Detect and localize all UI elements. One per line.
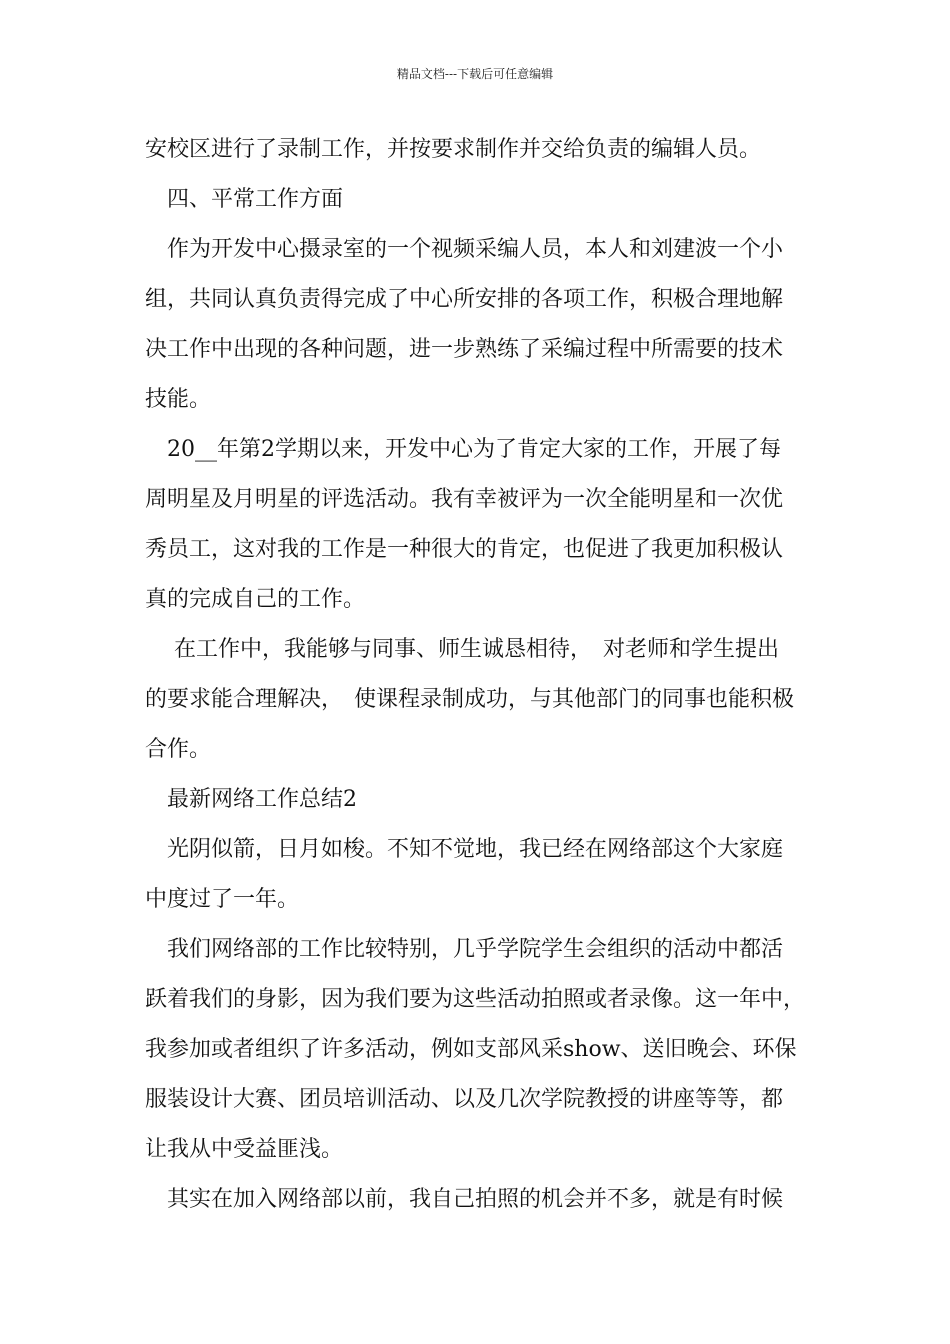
- page-header: 精品文档---下载后可任意编辑: [396, 67, 554, 81]
- text-line: 技能。: [145, 387, 212, 412]
- text-line: 安校区进行了录制工作，并按要求制作并交给负责的编辑人员。: [145, 137, 762, 162]
- text-line: 我参加或者组织了许多活动，例如支部风采show、送旧晚会、环保: [145, 1037, 797, 1062]
- text-line: 跃着我们的身影，因为我们要为这些活动拍照或者录像。这一年中，: [145, 987, 806, 1012]
- text-line: 在工作中，我能够与同事、师生诚恳相待， 对老师和学生提出: [145, 637, 779, 662]
- text-line: 20__年第2学期以来，开发中心为了肯定大家的工作，开展了每: [145, 437, 781, 462]
- text-line: 的要求能合理解决， 使课程录制成功，与其他部门的同事也能积极: [145, 687, 795, 712]
- section-heading: 四、平常工作方面: [145, 187, 344, 212]
- text-line: 合作。: [145, 737, 212, 762]
- text-line: 秀员工，这对我的工作是一种很大的肯定，也促进了我更加积极认: [145, 537, 784, 562]
- text-line: 作为开发中心摄录室的一个视频采编人员，本人和刘建波一个小: [145, 237, 784, 262]
- text-line: 光阴似箭，日月如梭。不知不觉地，我已经在网络部这个大家庭: [145, 837, 784, 862]
- text-line: 让我从中受益匪浅。: [145, 1137, 344, 1162]
- text-line: 真的完成自己的工作。: [145, 587, 366, 612]
- text-line: 周明星及月明星的评选活动。我有幸被评为一次全能明星和一次优: [145, 487, 784, 512]
- text-line: 组，共同认真负责得完成了中心所安排的各项工作，积极合理地解: [145, 287, 784, 312]
- section-heading: 最新网络工作总结2: [145, 787, 357, 812]
- text-line: 决工作中出现的各种问题，进一步熟练了采编过程中所需要的技术: [145, 337, 784, 362]
- text-line: 我们网络部的工作比较特别，几乎学院学生会组织的活动中都活: [145, 937, 784, 962]
- text-line: 其实在加入网络部以前，我自己拍照的机会并不多，就是有时候: [145, 1187, 784, 1212]
- text-line: 服装设计大赛、团员培训活动、以及几次学院教授的讲座等等，都: [145, 1087, 784, 1112]
- text-line: 中度过了一年。: [145, 887, 300, 912]
